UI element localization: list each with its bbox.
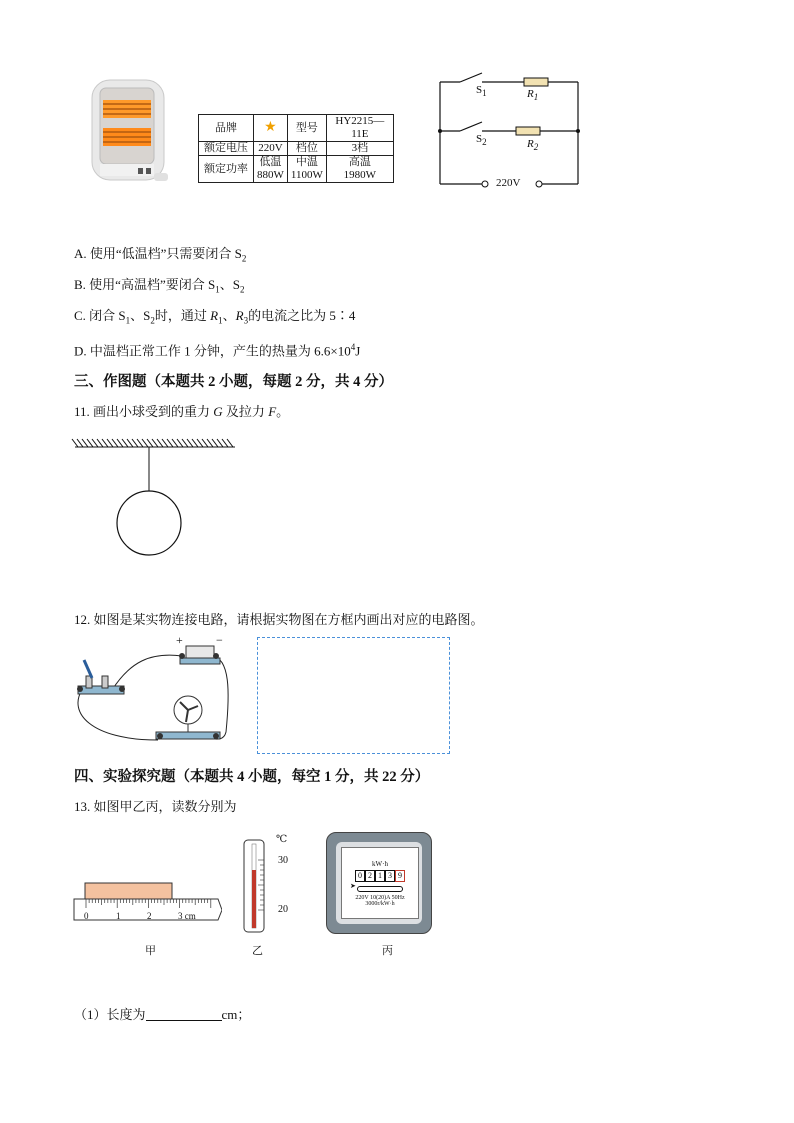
ceiling-hatch xyxy=(122,439,128,447)
ball xyxy=(117,491,181,555)
option-c: C. 闭合 $S_1$、$S_2$时，通过 $R_1$、$R_3$的电流之比为 5∶4 xyxy=(74,308,356,326)
ceiling-hatch xyxy=(207,439,213,447)
ceiling-hatch xyxy=(97,439,103,447)
s1-label: $S_1$ xyxy=(476,84,487,99)
ceiling-hatch xyxy=(197,439,203,447)
power-label: 额定功率 xyxy=(199,156,254,183)
meter-dial xyxy=(350,882,403,892)
ceiling-hatch xyxy=(227,439,233,447)
ceiling-hatch xyxy=(147,439,153,447)
ceiling-hatch xyxy=(152,439,158,447)
ceiling-hatch xyxy=(132,439,138,447)
ceiling-hatch xyxy=(172,439,178,447)
ceiling-hatch xyxy=(167,439,173,447)
ceiling-hatch xyxy=(102,439,108,447)
ceiling-hatch xyxy=(77,439,83,447)
ceiling-hatch xyxy=(157,439,163,447)
answer-blank[interactable] xyxy=(146,1006,222,1021)
ceiling-hatch xyxy=(127,439,133,447)
q12-text: 12. 如图是某实物连接电路，请根据实物图在方框内画出对应的电路图。 xyxy=(74,612,484,627)
ceiling-hatch xyxy=(82,439,88,447)
ruler-tick-1: 1 xyxy=(116,911,121,921)
q13-sub1: （1）长度为 cm； xyxy=(74,1007,251,1022)
model-value: HY2215—11E xyxy=(326,115,393,142)
caption-jia: 甲 xyxy=(145,945,156,957)
ceiling-hatch xyxy=(137,439,143,447)
battery-minus: − xyxy=(216,633,223,647)
source-label: 220V xyxy=(496,177,521,189)
answer-box[interactable] xyxy=(257,637,450,754)
r2-resistor xyxy=(516,127,540,135)
r1-label: $R_1$ xyxy=(527,88,539,103)
physical-circuit-image xyxy=(70,632,235,750)
power-mid: 中温 1100W xyxy=(287,156,326,183)
caption-yi: 乙 xyxy=(252,945,263,957)
option-d: D. 中温档正常工作 1 分钟，产生的热量为 $6.6\times 10^4J$ xyxy=(74,342,361,359)
ceiling-hatch xyxy=(182,439,188,447)
spec-table xyxy=(198,114,394,183)
gear-value: 3档 xyxy=(326,142,393,156)
ceiling-hatch xyxy=(112,439,118,447)
ceiling-hatch xyxy=(192,439,198,447)
power-high: 高温 1980W xyxy=(326,156,393,183)
voltage-value: 220V xyxy=(254,142,288,156)
meter-digit: 3 xyxy=(385,870,395,882)
ruler-tick-3: 3 cm xyxy=(178,911,196,921)
ceiling-hatch xyxy=(87,439,93,447)
thermo-20: 20 xyxy=(278,904,288,915)
ceiling-hatch xyxy=(107,439,113,447)
ceiling-hatch xyxy=(92,439,98,447)
gear-label: 档位 xyxy=(287,142,326,156)
brand-label: 品牌 xyxy=(199,115,254,142)
star-icon: ★ xyxy=(264,120,277,135)
electric-meter xyxy=(326,832,432,934)
brand-logo xyxy=(254,115,288,142)
ceiling-hatch xyxy=(222,439,228,447)
ceiling-hatch xyxy=(117,439,123,447)
meter-line2: 3000r/kW·h xyxy=(365,901,395,907)
arrow-icon: ➤ xyxy=(350,882,356,890)
q11-text: 11. 画出小球受到的重力 G 及拉力 F。 xyxy=(74,404,290,419)
meter-digit: 0 xyxy=(355,870,365,882)
section4-title: 四、实验探究题（本题共 4 小题，每空 1 分，共 22 分） xyxy=(74,769,430,785)
ruler-tick-0: 0 xyxy=(84,911,89,921)
hanging-ball-figure xyxy=(70,430,240,565)
power-low: 低温 880W xyxy=(254,156,288,183)
thermo-30: 30 xyxy=(278,855,288,866)
meter-unit: kW·h xyxy=(372,860,388,868)
meter-line1: 220V 10(20)A 50Hz xyxy=(355,895,405,901)
section3-title: 三、作图题（本题共 2 小题，每题 2 分，共 4 分） xyxy=(74,374,393,390)
ceiling-hatch xyxy=(177,439,183,447)
option-b: B. 使用“高温档”要闭合 $S_1$、$S_2$ xyxy=(74,277,245,295)
caption-bing: 丙 xyxy=(382,945,393,957)
r2-label: $R_2$ xyxy=(527,138,539,153)
meter-digit: 9 xyxy=(395,870,405,882)
ceiling-hatch xyxy=(202,439,208,447)
s2-label: $S_2$ xyxy=(476,133,487,148)
model-label: 型号 xyxy=(287,115,326,142)
ceiling-hatch xyxy=(212,439,218,447)
heater-image xyxy=(88,78,172,186)
meter-digit: 1 xyxy=(375,870,385,882)
ceiling-hatch xyxy=(72,439,78,447)
ceiling-hatch xyxy=(187,439,193,447)
voltage-label: 额定电压 xyxy=(199,142,254,156)
q13-text: 13. 如图甲乙丙，读数分别为 xyxy=(74,799,237,814)
r1-resistor xyxy=(524,78,548,86)
option-a: A. 使用“低温档”只需要闭合 $S_2$ xyxy=(74,246,247,264)
ruler-tick-2: 2 xyxy=(147,911,152,921)
ceiling-hatch xyxy=(142,439,148,447)
ceiling-hatch xyxy=(217,439,223,447)
meter-digits xyxy=(342,870,418,882)
battery-plus: + xyxy=(176,633,183,647)
ceiling-hatch xyxy=(162,439,168,447)
thermo-unit: ℃ xyxy=(276,834,288,845)
meter-digit: 2 xyxy=(365,870,375,882)
thermometer-figure xyxy=(242,838,266,934)
